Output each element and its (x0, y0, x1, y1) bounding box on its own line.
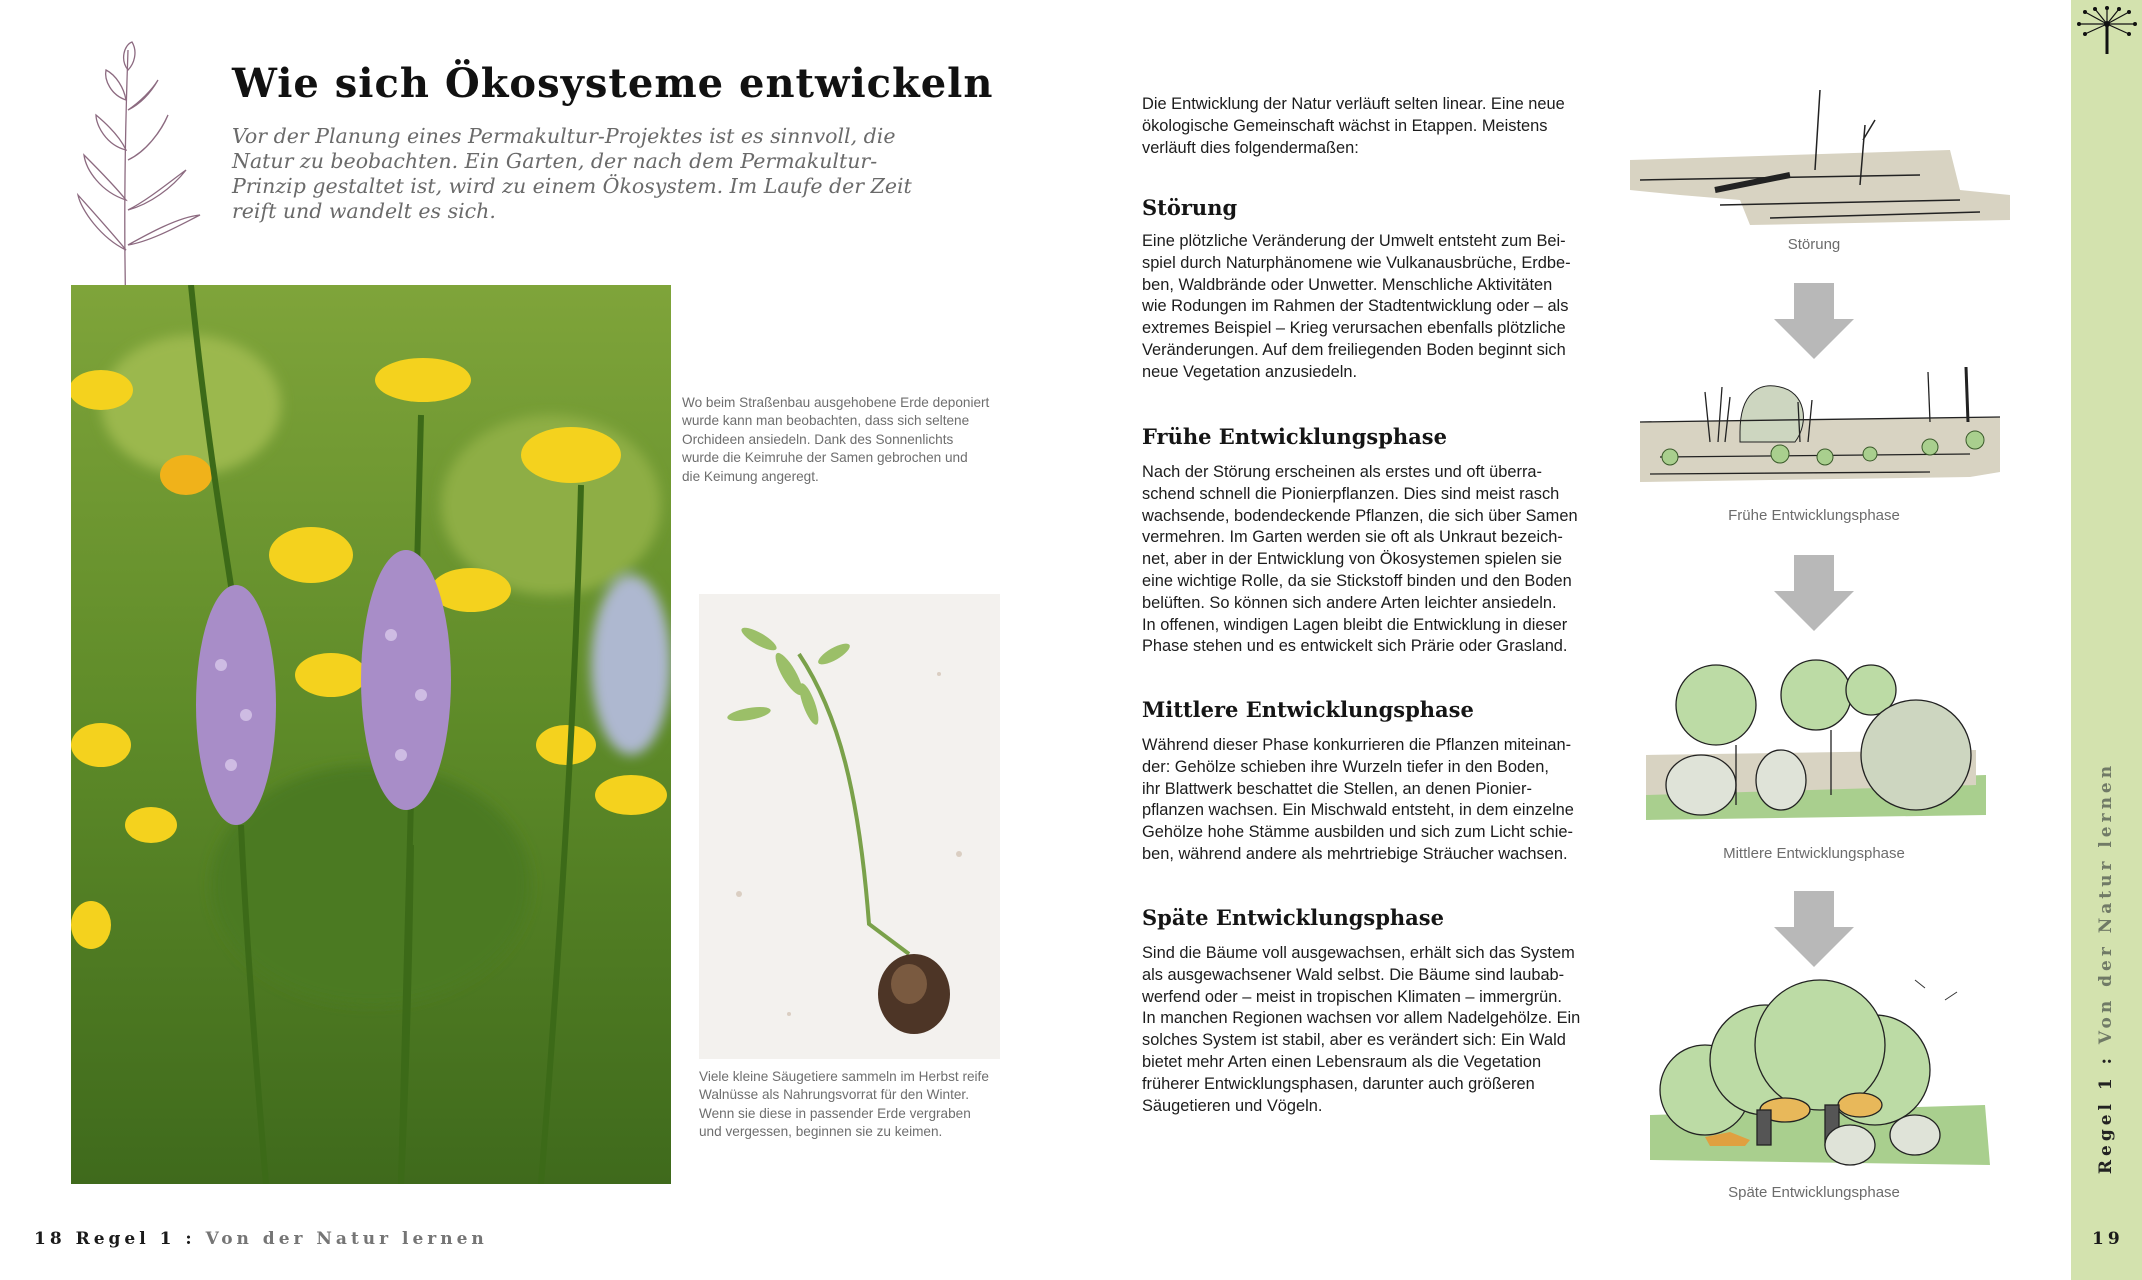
footer-rule: Regel 1 : (75, 1229, 196, 1249)
text-line: Eine plötzliche Veränderung der Umwelt entsteht zum Bei- (1142, 232, 1566, 250)
text-line: Säugetieren und Vögeln. (1142, 1096, 1323, 1115)
text-line: vermehren. Im Garten werden sie oft als Unkraut bezeich- (1142, 528, 1563, 547)
section-heading: Störung (1142, 195, 1238, 220)
text-line: eine wichtige Rolle, da sie Stickstoff binden und den Boden (1142, 571, 1572, 590)
section-heading: Mittlere Entwicklungsphase (1142, 697, 1474, 722)
text-line: Während dieser Phase konkurrieren die Pflanzen miteinan- (1142, 736, 1572, 754)
footer-left (34, 1229, 488, 1249)
text-line: solches System ist stabil, aber es verändert sich: Ein Wald (1142, 1031, 1566, 1050)
page-number-left: 18 (34, 1229, 66, 1249)
text-line: In offenen, windigen Lagen bleibt die Entwicklung in dieser (1142, 615, 1568, 634)
dandelion-icon (2071, 4, 2142, 54)
text-line: bietet mehr Arten einen Lebensraum als die Vegetation (1142, 1052, 1542, 1071)
band-rule: Regel 1 : (2096, 1054, 2116, 1175)
text-line: Veränderungen. Auf dem freiliegenden Boden beginnt sich (1142, 340, 1566, 359)
text-line: belüften. So können sich andere Arten leichter ansiedeln. (1142, 593, 1557, 612)
stage-label: Frühe Entwicklungsphase (1728, 507, 1900, 524)
disturbance-illustration (1620, 80, 2020, 240)
text-line: ökologische Gemeinschaft wächst in Etappen. Meistens (1142, 116, 1548, 135)
text-line: ben, Waldbrände oder Unwetter. Menschliche Aktivitäten (1142, 275, 1553, 294)
arrow-down-icon (1774, 555, 1854, 631)
text-line: ihr Blattwerk beschattet die Stellen, an denen Pionier- (1142, 779, 1532, 798)
text-line: der: Gehölze schieben ihre Wurzeln tiefer in den Boden, (1142, 757, 1549, 776)
text-line: In manchen Regionen wachsen vor allem Nadelgehölze. Ein (1142, 1009, 1581, 1028)
text-line: Die Entwicklung der Natur verläuft selten linear. Eine neue (1142, 95, 1565, 113)
orchid-photo-caption (682, 394, 989, 486)
section-heading: Frühe Entwicklungsphase (1142, 424, 1447, 449)
orchid-line-drawing (66, 40, 206, 320)
text-line: Walnüsse als Nahrungsvorrat für den Winter. (699, 1087, 969, 1103)
text-line: reift und wandelt es sich. (232, 199, 496, 223)
text-line: und vergessen, beginnen sie zu keimen. (699, 1124, 943, 1140)
text-line: schend schnell die Pionierpflanzen. Dies sind meist rasch (1142, 484, 1560, 503)
section-heading: Späte Entwicklungsphase (1142, 905, 1444, 930)
orchid-meadow-photo (71, 285, 671, 1184)
band-chapter-title (2096, 762, 2116, 1174)
text-line: Prinzip gestaltet ist, wird zu einem Ökosystem. Im Laufe der Zeit (232, 174, 912, 198)
late-phase-illustration (1645, 975, 1995, 1175)
stage-label: Späte Entwicklungsphase (1728, 1184, 1900, 1201)
intro-paragraph (1142, 94, 1565, 159)
text-line: Gehölze hohe Stämme ausbilden und sich zum Licht schie- (1142, 823, 1573, 842)
text-line: ben, während andere als mehrtriebige Sträucher wachsen. (1142, 844, 1568, 863)
walnut-photo-caption (699, 1068, 989, 1142)
text-line: Viele kleine Säugetiere sammeln im Herbst reife (699, 1069, 989, 1084)
text-line: früherer Entwicklungsphasen, darunter auch größeren (1142, 1074, 1535, 1093)
section-body (1142, 943, 1580, 1117)
text-line: wachsende, bodendeckende Pflanzen, die sich über Samen (1142, 506, 1578, 525)
text-line: werfend oder – meist in tropischen Klimaten – immergrün. (1142, 987, 1562, 1006)
page-number-right: 19 (2092, 1229, 2124, 1249)
text-line: Nach der Störung erscheinen als erstes und oft überra- (1142, 463, 1542, 481)
stage-label: Mittlere Entwicklungsphase (1723, 845, 1905, 862)
text-line: neue Vegetation anzusiedeln. (1142, 362, 1358, 381)
footer-chapter: Von der Natur lernen (205, 1229, 488, 1249)
walnut-seedling-photo (699, 594, 1000, 1059)
intro-subtitle (232, 124, 992, 224)
text-line: verläuft dies folgendermaßen: (1142, 138, 1359, 157)
text-line: spiel durch Naturphänomene wie Vulkanausbrüche, Erdbe- (1142, 253, 1571, 272)
text-line: als ausgewachsener Wald selbst. Die Bäume sind laubab- (1142, 965, 1565, 984)
early-phase-illustration (1630, 362, 2010, 497)
text-line: extremes Beispiel – Krieg verursachen ebenfalls plötzliche (1142, 319, 1566, 338)
section-body (1142, 462, 1578, 658)
text-line: Natur zu beobachten. Ein Garten, der nach dem Permakultur- (232, 149, 878, 173)
text-line: net, aber in der Entwicklung von Ökosystemen spielen sie (1142, 550, 1563, 569)
band-chapter: Von der Natur lernen (2096, 761, 2116, 1045)
text-line: pflanzen wachsen. Ein Mischwald entsteht, in dem einzelne (1142, 801, 1574, 820)
page-title: Wie sich Ökosysteme entwickeln (232, 60, 994, 107)
arrow-down-icon (1774, 283, 1854, 359)
text-line: Sind die Bäume voll ausgewachsen, erhält sich das System (1142, 944, 1575, 962)
text-line: wurde kann man beobachten, dass sich seltene (682, 413, 970, 429)
section-body (1142, 231, 1571, 384)
text-line: wurde die Keimruhe der Samen gebrochen und (682, 450, 968, 466)
text-line: Phase stehen und es entwickelt sich Prärie oder Grasland. (1142, 637, 1568, 656)
text-line: die Keimung angeregt. (682, 468, 819, 484)
stage-label: Störung (1787, 236, 1841, 253)
section-body (1142, 735, 1574, 866)
text-line: Orchideen ansiedeln. Dank des Sonnenlichts (682, 431, 954, 447)
text-line: wie Rodungen im Rahmen der Stadtentwicklung oder – als (1142, 297, 1569, 316)
text-line: Wenn sie diese in passender Erde vergraben (699, 1105, 971, 1121)
arrow-down-icon (1774, 891, 1854, 967)
middle-phase-illustration (1636, 655, 1996, 835)
text-line: Wo beim Straßenbau ausgehobene Erde deponiert (682, 395, 990, 410)
text-line: Vor der Planung eines Permakultur-Projektes ist es sinnvoll, die (232, 124, 896, 148)
